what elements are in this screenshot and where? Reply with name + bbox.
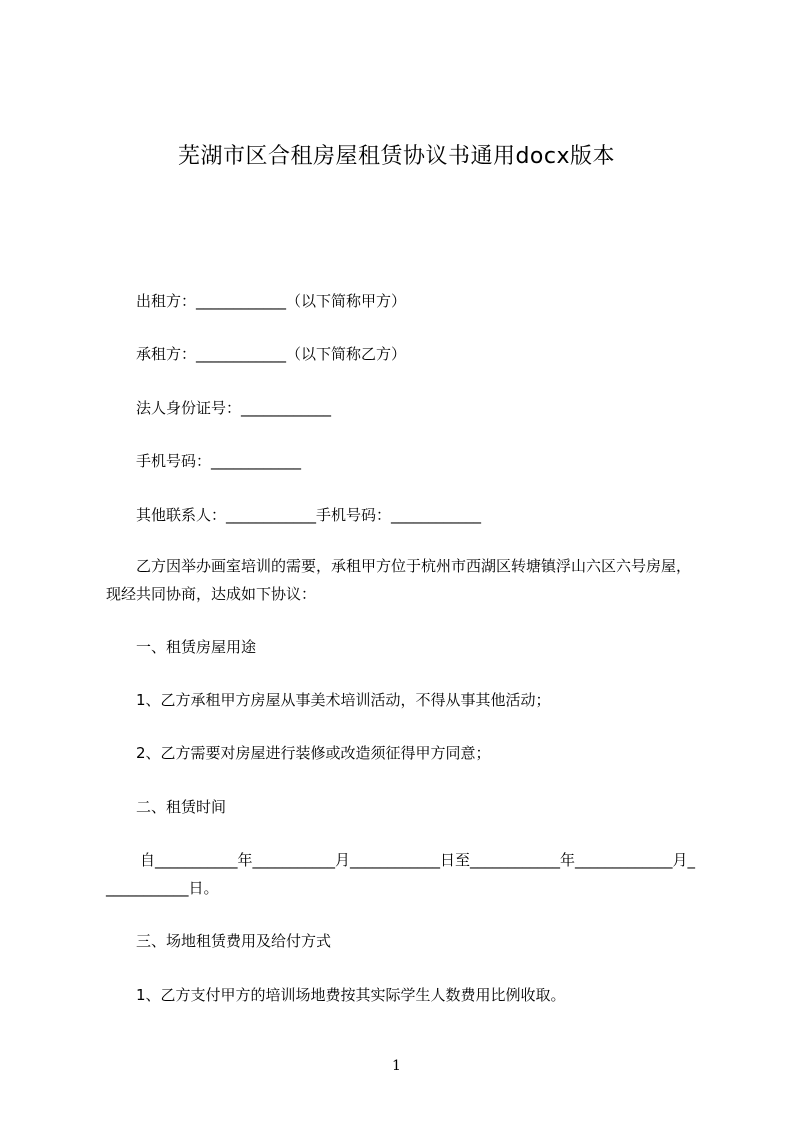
section-3-item-1: 1、乙方支付甲方的培训场地费按其实际学生人数费用比例收取。 (136, 986, 566, 1004)
other-phone-blank: ____________ (391, 506, 482, 524)
phone-line (136, 450, 301, 472)
page-number: 1 (392, 1058, 401, 1074)
lessor-note: （以下简称甲方） (286, 292, 407, 310)
other-contact-line (136, 504, 481, 526)
section-1-item-1: 1、乙方承租甲方房屋从事美术培训活动，不得从事其他活动； (136, 691, 551, 709)
other-phone-label: 手机号码： (316, 506, 392, 524)
lessee-note: （以下简称乙方） (286, 345, 407, 363)
lessee-label: 承租方： (136, 345, 197, 363)
phone-blank: ____________ (211, 452, 302, 470)
lessor-label: 出租方： (136, 292, 197, 310)
other-contact-blank: ____________ (226, 506, 317, 524)
lessee-line (136, 343, 406, 365)
phone-label: 手机号码： (136, 452, 212, 470)
document-title: 芜湖市区合租房屋租赁协议书通用docx版本 (177, 144, 616, 169)
intro-paragraph: 乙方因举办画室培训的需要，承租甲方位于杭州市西湖区转塘镇浮山六区六号房屋，现经共同协商，达成如下协议： (106, 557, 692, 603)
lessee-blank: ____________ (196, 345, 287, 363)
other-contact-label: 其他联系人： (136, 506, 227, 524)
section-2-heading: 二、租赁时间 (136, 798, 227, 816)
section-1-item-2: 2、乙方需要对房屋进行装修或改造须征得甲方同意； (136, 744, 491, 762)
section-2-period: 自___________年___________月____________日至____________年_____________月____________日。 (106, 851, 696, 897)
section-3-heading: 三、场地租赁费用及给付方式 (136, 932, 332, 950)
legal-id-line (136, 397, 331, 419)
lessor-line (136, 290, 406, 312)
legal-id-label: 法人身份证号： (136, 399, 242, 417)
legal-id-blank: ____________ (241, 399, 332, 417)
lessor-blank: ____________ (196, 292, 287, 310)
section-1-heading: 一、租赁房屋用途 (136, 638, 257, 656)
